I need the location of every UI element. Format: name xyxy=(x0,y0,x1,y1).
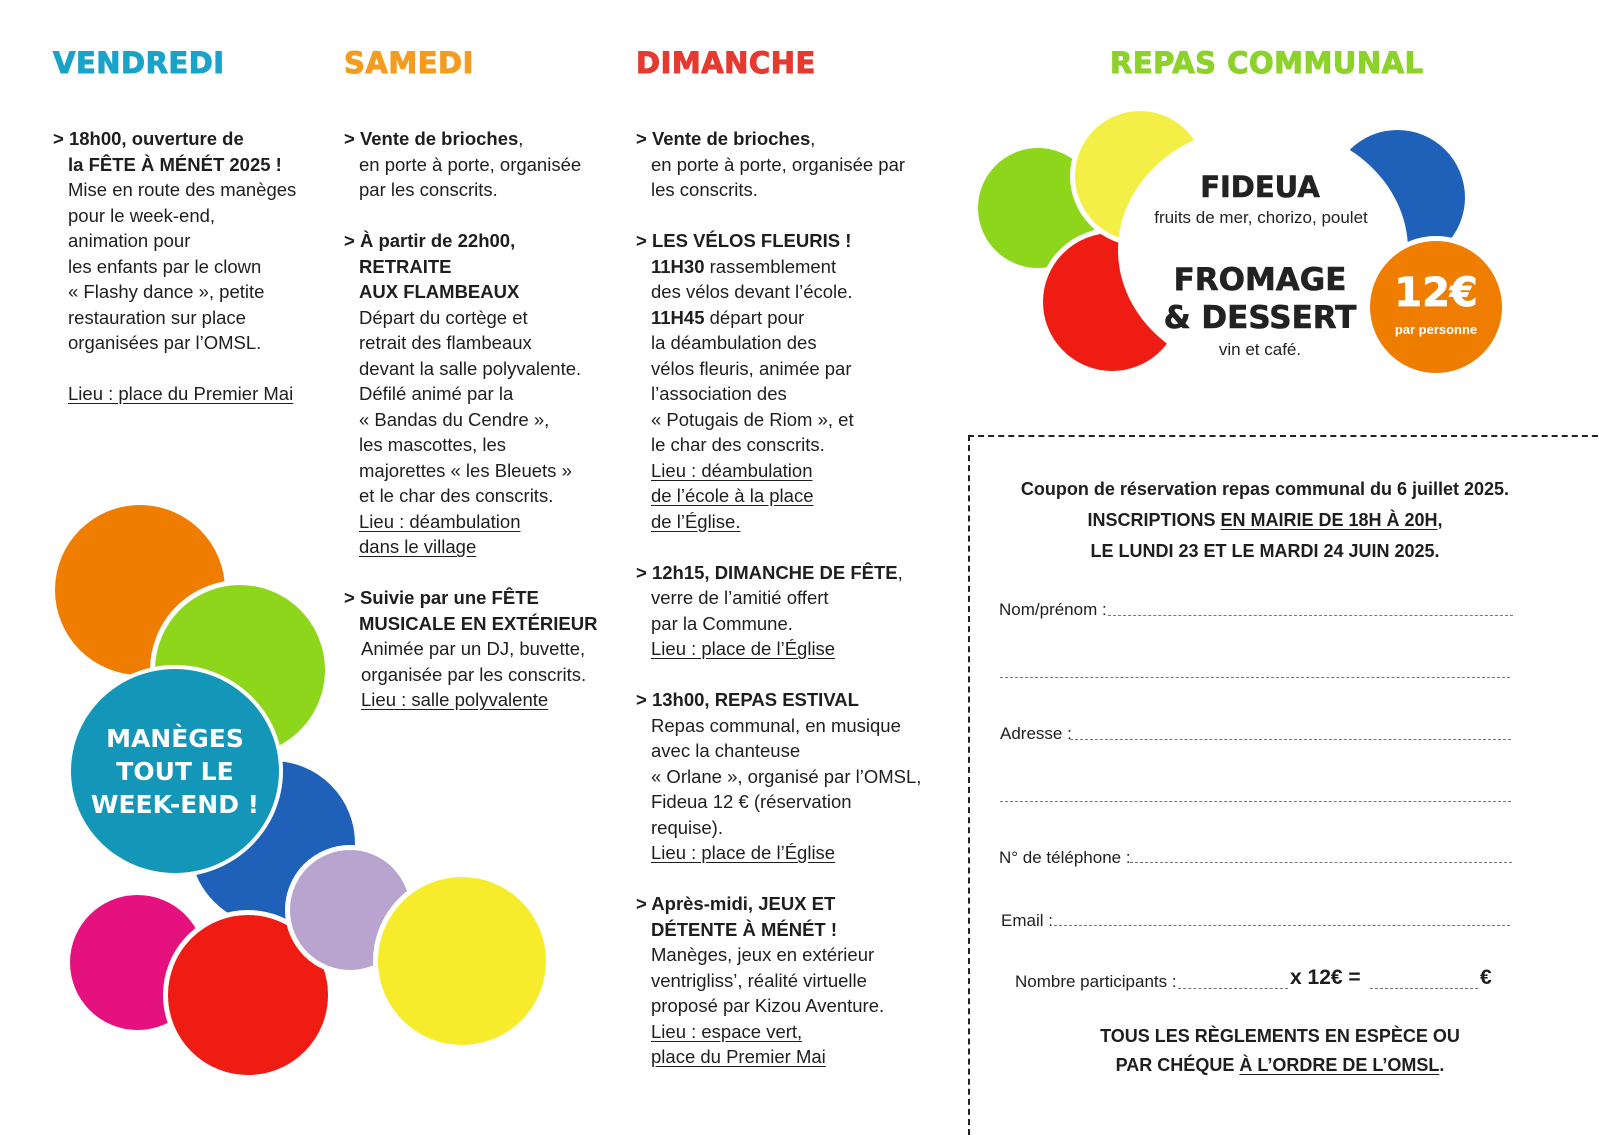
event-heading xyxy=(344,126,597,152)
event-text-line: proposé par Kizou Aventure. xyxy=(651,995,885,1016)
event-heading-tail: , xyxy=(518,128,524,149)
event-heading-text: 13h00, REPAS ESTIVAL xyxy=(651,689,859,710)
payment-note-text: PAR CHÉQUE xyxy=(1115,1055,1240,1075)
samedi-event-fete-musicale xyxy=(344,585,597,713)
event-location: de l’école à la place xyxy=(651,485,814,506)
arrow-icon: > xyxy=(636,893,647,914)
arrow-icon: > xyxy=(344,128,355,149)
samedi-event-retraite xyxy=(344,228,597,560)
event-text-line xyxy=(636,305,921,331)
event-text-line: Mise en route des manèges xyxy=(68,179,297,200)
event-heading xyxy=(636,891,921,917)
event-heading-text: 18h00, ouverture de xyxy=(68,128,244,149)
repas-communal-title: REPAS COMMUNAL xyxy=(1110,46,1424,80)
event-text-line: en porte à porte, organisée xyxy=(359,153,582,175)
event-heading-tail: , xyxy=(897,561,903,583)
event-location: Lieu : place de l’Église xyxy=(651,638,836,659)
extra-title-line1: FROMAGE xyxy=(1173,262,1347,298)
address-label: Adresse : xyxy=(1000,724,1072,743)
vendredi-column xyxy=(53,126,296,432)
event-heading xyxy=(344,228,597,254)
event-text-line: les conscrits. xyxy=(651,179,758,200)
event-location: place du Premier Mai xyxy=(651,1046,826,1067)
dimanche-event-velos xyxy=(636,228,921,534)
event-text-line: organisées par l’OMSL. xyxy=(68,332,262,353)
event-text-line: « Potugais de Riom », et xyxy=(651,408,854,430)
samedi-event-brioches xyxy=(344,126,597,203)
event-text-line: en porte à porte, organisée par xyxy=(651,153,906,175)
participants-label: Nombre participants : xyxy=(1015,972,1177,991)
samedi-title: SAMEDI xyxy=(344,46,474,80)
event-text-line: « Orlane », organisé par l’OMSL, xyxy=(651,765,922,787)
event-text-line xyxy=(636,254,921,280)
event-heading xyxy=(636,126,921,152)
event-text-line: l’association des xyxy=(651,383,787,404)
event-text-line: devant la salle polyvalente. xyxy=(359,357,582,379)
dimanche-event-jeux xyxy=(636,891,921,1070)
event-heading-text: Vente de brioches xyxy=(651,128,811,149)
price: 12€ xyxy=(1394,270,1478,316)
dimanche-event-dimanche-de-fete xyxy=(636,560,921,662)
event-text-line: Départ du cortège et xyxy=(359,306,528,328)
event-text-line: organisée par les conscrits. xyxy=(361,663,587,685)
event-heading-text: Après-midi, JEUX ET xyxy=(651,893,836,914)
event-text-line: les enfants par le clown xyxy=(68,255,262,277)
event-heading-text: Vente de brioches xyxy=(359,128,519,149)
address-field-line2[interactable] xyxy=(1000,801,1511,802)
event-heading xyxy=(636,687,921,713)
event-text-line: Manèges, jeux en extérieur xyxy=(651,944,875,965)
event-text-line: le char des conscrits. xyxy=(651,434,825,455)
event-text-line: Défilé animé par la xyxy=(359,383,514,404)
event-text-line: « Flashy dance », petite xyxy=(68,281,265,302)
arrow-icon: > xyxy=(636,561,647,583)
phone-field[interactable] xyxy=(1130,862,1512,863)
event-heading-text: À partir de 22h00, xyxy=(359,230,516,251)
event-text-line: verre de l’amitié offert xyxy=(651,587,829,608)
event-text-line: « Bandas du Cendre », xyxy=(359,408,550,430)
price-multiplier: x 12€ = xyxy=(1290,966,1361,989)
arrow-icon: > xyxy=(636,689,647,710)
arrow-icon: > xyxy=(53,128,64,149)
coupon-header-line3: LE LUNDI 23 ET LE MARDI 24 JUIN 2025. xyxy=(1090,541,1440,561)
vendredi-title: VENDREDI xyxy=(53,46,225,80)
event-text-line: restauration sur place xyxy=(68,306,246,328)
event-text-line: Repas communal, en musique xyxy=(651,714,901,736)
extra-title-line2: & DESSERT xyxy=(1163,300,1357,336)
participants-field[interactable] xyxy=(1178,988,1288,989)
event-location: Lieu : déambulation xyxy=(651,459,813,481)
event-time: 11H45 xyxy=(651,306,705,328)
dimanche-title: DIMANCHE xyxy=(636,46,816,80)
event-location: Lieu : salle polyvalente xyxy=(361,689,549,710)
dimanche-event-repas-estival xyxy=(636,687,921,866)
extra-description: vin et café. xyxy=(1218,340,1302,359)
event-heading-line: MUSICALE EN EXTÉRIEUR xyxy=(359,612,598,634)
event-text-line: avec la chanteuse xyxy=(651,740,801,761)
payment-note-tail: . xyxy=(1439,1055,1445,1075)
event-text-line: retrait des flambeaux xyxy=(359,332,532,353)
name-label: Nom/prénom : xyxy=(999,600,1107,619)
event-location: de l’Église. xyxy=(651,510,741,532)
payment-note-line2 xyxy=(1040,1051,1520,1080)
white-center-circle xyxy=(1118,125,1408,375)
dimanche-event-brioches xyxy=(636,126,921,203)
payment-note-order: À L’ORDRE DE L’OMSL xyxy=(1239,1055,1440,1075)
event-heading xyxy=(636,228,921,254)
total-field[interactable] xyxy=(1370,988,1478,989)
event-text-line: vélos fleuris, animée par xyxy=(651,357,852,379)
event-location: dans le village xyxy=(359,536,477,557)
event-text-line: des vélos devant l’école. xyxy=(651,281,853,302)
euro-sign: € xyxy=(1480,966,1492,989)
maneges-badge-text: MANÈGES TOUT LE WEEK-END ! xyxy=(90,723,260,819)
yellow-circle xyxy=(373,872,551,1050)
event-heading-line2: la FÊTE À MÉNÉT 2025 ! xyxy=(68,153,282,175)
event-heading-tail: , xyxy=(810,128,816,149)
event-text-line: requise). xyxy=(651,816,723,838)
arrow-icon: > xyxy=(344,230,355,251)
arrow-icon: > xyxy=(636,230,647,251)
event-text-line: Fideua 12 € (réservation xyxy=(651,791,852,812)
address-field[interactable] xyxy=(1070,739,1511,740)
event-text-line: les mascottes, les xyxy=(359,434,507,455)
arrow-icon: > xyxy=(344,587,355,608)
name-field[interactable] xyxy=(1108,615,1513,616)
coupon-header-line1: Coupon de réservation repas communal du 6 juillet 2025. xyxy=(1020,479,1510,499)
dish-title: FIDEUA xyxy=(1200,170,1320,204)
name-field-line2[interactable] xyxy=(1000,677,1510,678)
event-text-line: et le char des conscrits. xyxy=(359,485,554,506)
event-text-line: Animée par un DJ, buvette, xyxy=(361,638,586,659)
event-heading-line: DÉTENTE À MÉNÉT ! xyxy=(651,918,838,940)
dimanche-column xyxy=(636,126,921,1095)
email-label: Email : xyxy=(1001,911,1053,930)
event-text-line: la déambulation des xyxy=(651,332,817,353)
coupon-header-tail: , xyxy=(1437,510,1443,530)
phone-label: N° de téléphone : xyxy=(999,848,1131,867)
spacer xyxy=(53,356,296,382)
event-location: Lieu : place du Premier Mai xyxy=(68,383,294,404)
event-heading-line: AUX FLAMBEAUX xyxy=(359,281,520,302)
event-text-line: animation pour xyxy=(68,230,191,251)
event-text: rassemblement xyxy=(704,255,837,277)
event-location: Lieu : place de l’Église xyxy=(651,842,836,863)
coupon-header-text: INSCRIPTIONS xyxy=(1087,510,1221,530)
event-text-line: pour le week-end, xyxy=(68,204,216,226)
event-text-line: par les conscrits. xyxy=(359,179,498,200)
event-location: Lieu : déambulation xyxy=(359,510,521,532)
arrow-icon: > xyxy=(636,128,647,149)
dish-description: fruits de mer, chorizo, poulet xyxy=(1154,208,1368,227)
payment-note-line1: TOUS LES RÈGLEMENTS EN ESPÈCE OU xyxy=(1100,1026,1460,1046)
event-heading-text: 12h15, DIMANCHE DE FÊTE xyxy=(651,561,898,583)
event-text-line: majorettes « les Bleuets » xyxy=(359,459,572,481)
event-heading xyxy=(53,126,296,152)
event-location: Lieu : espace vert, xyxy=(651,1020,803,1042)
coupon-header xyxy=(995,474,1535,567)
event-text-line: par la Commune. xyxy=(651,612,793,634)
vendredi-event xyxy=(53,126,296,407)
event-heading-line: RETRAITE xyxy=(359,255,452,277)
event-heading-text: Suivie par une FÊTE xyxy=(359,587,539,608)
coupon-header-line2 xyxy=(995,505,1535,536)
price-note: par personne xyxy=(1394,322,1478,337)
event-heading-text: LES VÉLOS FLEURIS ! xyxy=(651,230,852,251)
event-text-line: ventrigliss’, réalité virtuelle xyxy=(651,969,867,991)
event-text: départ pour xyxy=(704,306,805,328)
payment-note xyxy=(1040,1022,1520,1080)
event-time: 11H30 xyxy=(651,255,705,277)
event-heading xyxy=(344,585,597,611)
event-heading xyxy=(636,560,921,586)
email-field[interactable] xyxy=(1054,925,1510,926)
coupon-header-hours: EN MAIRIE DE 18H À 20H xyxy=(1220,510,1438,530)
samedi-column xyxy=(344,126,597,738)
